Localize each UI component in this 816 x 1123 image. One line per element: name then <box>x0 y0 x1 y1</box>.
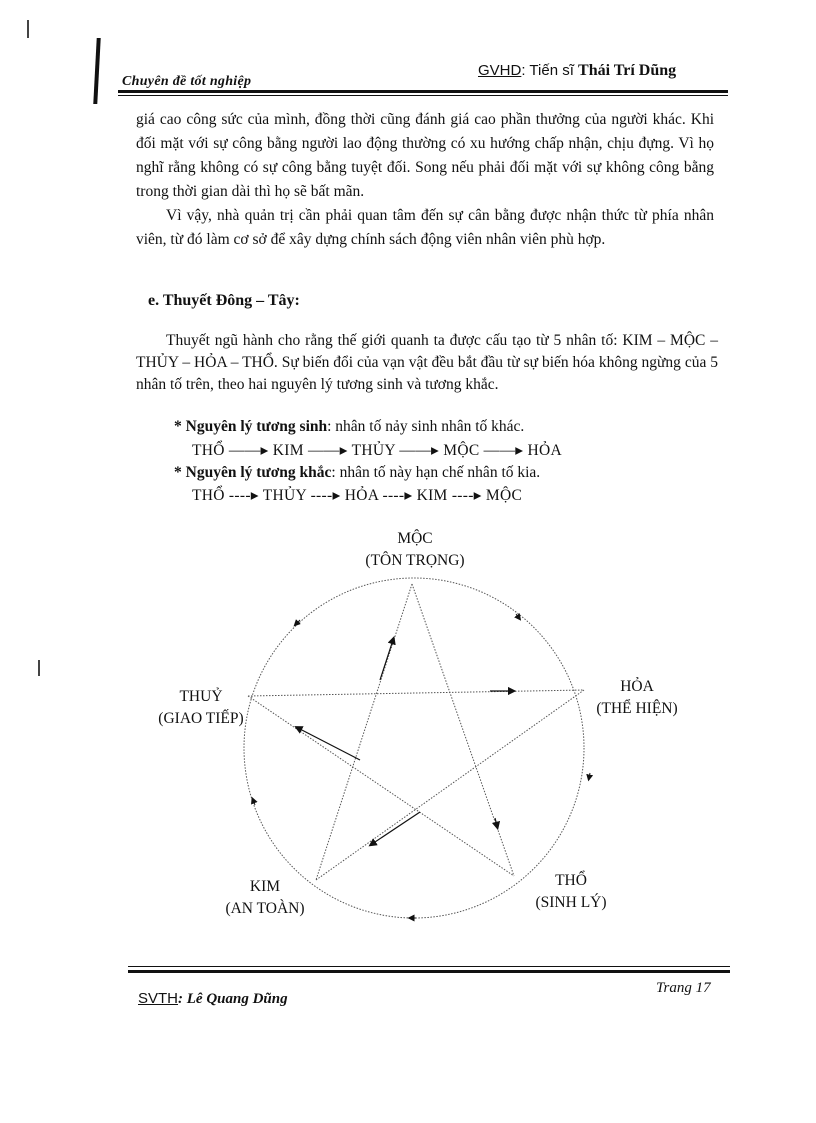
node-kim-sub: (AN TOÀN) <box>225 900 305 917</box>
star-arrow <box>372 812 420 844</box>
principle-label: * Nguyên lý tương sinh <box>174 418 328 435</box>
page-number: Trang 17 <box>656 980 711 996</box>
node-tho-name: THỔ <box>555 872 587 889</box>
cycle-arrow <box>516 614 519 618</box>
node-thuy <box>146 686 256 730</box>
star-line <box>248 690 584 696</box>
node-hoa-sub: (THỂ HIỆN) <box>596 700 678 717</box>
advisor-title: : Tiến sĩ <box>521 62 579 79</box>
principle-label: * Nguyên lý tương khắc <box>174 464 332 481</box>
cycle-circle <box>244 578 584 918</box>
footer-student <box>138 990 288 1008</box>
node-moc-name: MỘC <box>397 530 433 547</box>
node-hoa <box>574 676 700 720</box>
star-line <box>412 584 514 876</box>
node-kim-name: KIM <box>249 878 281 895</box>
paragraph: giá cao công sức của mình, đồng thời cũng đánh giá cao phần thưởng của người khác. Khi đối mặt với sự công bằng người lao động thường có xu hướng chấp nhận, chịu đựng. Vì họ nghĩ rằng không có sự công bằng tuyệt đối. Song nếu phải đối mặt với sự không công bằng trong thời gian dài thì họ sẽ bất mãn. <box>136 111 714 200</box>
paragraph: Vì vậy, nhà quản trị cần phải quan tâm đến sự cân bằng được nhận thức từ phía nhân viên, từ đó làm cơ sở để xây dựng chính sách động viên nhân viên phù hợp. <box>136 207 714 248</box>
cycle-arrow <box>589 773 590 778</box>
node-thuy-name: THUỶ <box>179 688 223 705</box>
principle-text: : nhân tố này hạn chế nhân tố kia. <box>331 464 541 481</box>
section-heading: e. Thuyết Đông – Tây: <box>148 292 300 309</box>
node-tho <box>516 870 626 914</box>
star-line <box>316 690 584 880</box>
footer-rule <box>128 970 730 973</box>
node-tho-sub: (SINH LÝ) <box>535 894 607 911</box>
principle-flow: THỔ ——▸ KIM ——▸ THỦY ——▸ MỘC ——▸ HỎA <box>192 442 563 459</box>
student-name: : Lê Quang Dũng <box>178 991 288 1007</box>
advisor-name: Thái Trí Dũng <box>578 62 677 79</box>
node-moc <box>350 528 480 572</box>
paragraph: Thuyết ngũ hành cho rằng thế giới quanh ta được cấu tạo từ 5 nhân tố: KIM – MỘC – THỦY – HỎA – THỔ. Sự biến đổi của vạn vật đều bắt đầu từ sự biến hóa không ngừng của 5 nhân tố trên, theo hai nguyên lý tương sinh và tương khắc. <box>136 332 718 393</box>
student-label: SVTH <box>138 990 179 1007</box>
node-moc-sub: (TÔN TRỌNG) <box>365 552 465 569</box>
star-arrow <box>380 640 393 680</box>
advisor-label: GVHD <box>478 62 522 79</box>
principle-flow: THỔ ----▸ THỦY ----▸ HỎA ----▸ KIM ----▸ MỘC <box>192 487 523 504</box>
node-hoa-name: HỎA <box>620 678 654 695</box>
star-line <box>316 584 412 880</box>
node-kim <box>210 876 320 920</box>
footer-rule-thin <box>128 966 730 967</box>
star-line <box>248 696 514 876</box>
principle-text: : nhân tố nảy sinh nhân tố khác. <box>327 418 525 435</box>
star-arrow <box>298 728 360 760</box>
header-title: Chuyên đề tốt nghiệp <box>122 74 252 89</box>
node-thuy-sub: (GIAO TIẾP) <box>158 710 244 727</box>
